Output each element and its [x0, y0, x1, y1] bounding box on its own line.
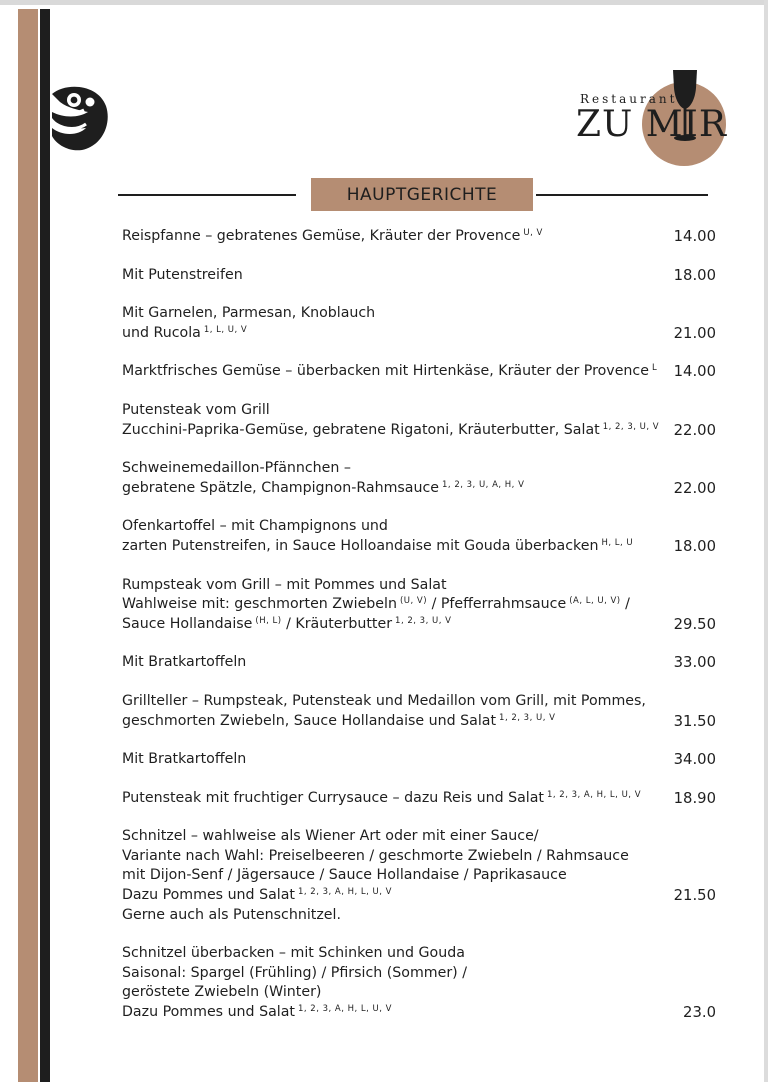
dish-text: Wahlweise mit: geschmorten Zwiebeln	[122, 596, 397, 613]
allergen-codes: 1, 2, 3, A, H, L, U, V	[297, 1004, 392, 1015]
allergen-codes: (A, L, U, V)	[569, 596, 621, 607]
section-title: HAUPTGERICHTE	[311, 178, 533, 211]
dish-text: / Pfefferrahmsauce	[427, 596, 567, 613]
heading-rule-right	[536, 194, 708, 196]
description-line	[122, 983, 652, 1003]
decorative-stripe-tan	[18, 9, 38, 1082]
allergen-codes: 1, 2, 3, A, H, L, U, V	[546, 789, 642, 800]
menu-item-price: 21.50	[673, 887, 716, 905]
decorative-stripe-dark	[40, 9, 50, 1082]
dish-text: Mit Bratkartoffeln	[122, 654, 247, 671]
description-line	[122, 517, 652, 537]
description-line	[122, 692, 652, 712]
allergen-codes: 1, 2, 3, A, H, L, U, V	[297, 887, 392, 898]
menu-item-description	[122, 653, 652, 673]
dish-text: Ofenkartoffel – mit Champignons und	[122, 518, 388, 535]
dish-text: Dazu Pommes und Salat	[122, 887, 295, 904]
menu-item-description	[122, 944, 652, 1022]
allergen-codes: (H, L)	[255, 615, 282, 626]
description-line	[122, 304, 652, 324]
dish-text: Saisonal: Spargel (Frühling) / Pfirsich (Sommer) /	[122, 964, 468, 981]
description-line	[122, 750, 652, 770]
logo-title: ZU MIR	[576, 104, 727, 145]
menu-item	[122, 401, 718, 440]
dish-text: Zucchini-Paprika-Gemüse, gebratene Rigatoni, Kräuterbutter, Salat	[122, 421, 600, 438]
description-line	[122, 459, 652, 479]
menu-item-price: 22.00	[673, 479, 716, 497]
dish-text: zarten Putenstreifen, in Sauce Holloandaise mit Gouda überbacken	[122, 537, 599, 554]
menu-item	[122, 304, 718, 343]
sloth-logo-icon	[48, 84, 110, 152]
heading-rule-left	[118, 194, 296, 196]
description-line	[122, 847, 652, 867]
menu-item-description	[122, 266, 652, 286]
dish-text: Mit Putenstreifen	[122, 266, 243, 283]
description-line	[122, 653, 652, 673]
menu-item-description	[122, 517, 652, 556]
dish-text: Schnitzel – wahlweise als Wiener Art oder mit einer Sauce/	[122, 828, 539, 845]
description-line	[122, 906, 652, 926]
menu-item-price: 14.00	[673, 363, 716, 381]
dish-text: Rumpsteak vom Grill – mit Pommes und Salat	[122, 576, 447, 593]
dish-text: Putensteak vom Grill	[122, 401, 270, 418]
dish-text: Reispfanne – gebratenes Gemüse, Kräuter der Provence	[122, 228, 521, 244]
description-line	[122, 576, 652, 596]
description-line	[122, 227, 652, 247]
dish-text: /	[620, 596, 630, 613]
menu-item-description	[122, 750, 652, 770]
dish-text: und Rucola	[122, 324, 201, 341]
dish-text: Schnitzel überbacken – mit Schinken und Gouda	[122, 945, 465, 962]
dish-text: Schweinemedaillon-Pfännchen –	[122, 460, 352, 477]
menu-item-description	[122, 459, 652, 498]
allergen-codes: 1, 2, 3, U, A, H, V	[442, 479, 525, 490]
menu-item	[122, 362, 718, 382]
menu-item-price: 31.50	[673, 712, 716, 730]
description-line	[122, 362, 658, 382]
logo-subtitle: Restaurant	[580, 92, 678, 106]
dish-text: Variante nach Wahl: Preiselbeeren / geschmorte Zwiebeln / Rahmsauce	[122, 847, 629, 864]
menu-item-price: 14.00	[673, 228, 716, 245]
menu-item-price: 18.00	[673, 537, 716, 555]
menu-item	[122, 789, 718, 809]
menu-item-description	[122, 304, 652, 343]
description-line	[122, 789, 652, 809]
allergen-codes: H, L, U	[601, 537, 634, 548]
dish-text: Grillteller – Rumpsteak, Putensteak und Medaillon vom Grill, mit Pommes,	[122, 692, 646, 709]
description-line	[122, 595, 652, 615]
description-line	[122, 324, 652, 344]
menu-item	[122, 944, 718, 1022]
menu-item	[122, 750, 718, 770]
menu-item	[122, 227, 718, 247]
description-line	[122, 944, 652, 964]
allergen-codes: 1, 2, 3, U, V	[602, 421, 660, 432]
menu-item-price: 29.50	[673, 615, 716, 633]
description-line	[122, 964, 652, 984]
menu-item-description	[122, 362, 658, 382]
page-right-border	[764, 0, 768, 1082]
menu-item-price: 23.0	[683, 1004, 716, 1022]
menu-item	[122, 827, 718, 925]
allergen-codes: U, V	[523, 228, 543, 238]
allergen-codes: 1, 2, 3, U, V	[395, 615, 452, 626]
dish-text: / Kräuterbutter	[281, 615, 393, 632]
dish-text: Dazu Pommes und Salat	[122, 1004, 295, 1021]
menu-item	[122, 266, 718, 286]
dish-text: geschmorten Zwiebeln, Sauce Hollandaise und Salat	[122, 712, 497, 729]
menu-list	[122, 227, 718, 1042]
menu-item	[122, 576, 718, 635]
menu-item-price: 34.00	[673, 751, 716, 769]
menu-item	[122, 459, 718, 498]
menu-item-price: 18.90	[673, 789, 716, 807]
menu-item-price: 33.00	[673, 654, 716, 672]
dish-text: Sauce Hollandaise	[122, 615, 253, 632]
menu-item-description	[122, 576, 652, 635]
description-line	[122, 866, 652, 886]
description-line	[122, 479, 652, 499]
description-line	[122, 827, 652, 847]
allergen-codes: 1, 2, 3, U, V	[499, 712, 556, 723]
menu-item	[122, 692, 718, 731]
menu-item-description	[122, 401, 660, 440]
menu-item	[122, 517, 718, 556]
description-line	[122, 266, 652, 286]
description-line	[122, 712, 652, 732]
dish-text: Putensteak mit fruchtiger Currysauce – dazu Reis und Salat	[122, 789, 544, 806]
description-line	[122, 421, 660, 441]
description-line	[122, 537, 652, 557]
dish-text: Mit Garnelen, Parmesan, Knoblauch	[122, 305, 376, 322]
dish-text: gebratene Spätzle, Champignon-Rahmsauce	[122, 479, 440, 496]
menu-item	[122, 653, 718, 673]
allergen-codes: (U, V)	[399, 596, 428, 607]
dish-text: geröstete Zwiebeln (Winter)	[122, 984, 322, 1001]
menu-item-price: 21.00	[673, 324, 716, 342]
dish-text: Mit Bratkartoffeln	[122, 751, 247, 768]
menu-item-description	[122, 827, 652, 925]
menu-item-description	[122, 227, 652, 247]
menu-item-price: 22.00	[673, 421, 716, 439]
menu-item-description	[122, 789, 652, 809]
dish-text: mit Dijon-Senf / Jägersauce / Sauce Hollandaise / Paprikasauce	[122, 867, 567, 884]
allergen-codes: 1, L, U, V	[203, 324, 248, 335]
description-line	[122, 886, 652, 906]
description-line	[122, 401, 652, 421]
description-line	[122, 1003, 652, 1023]
dish-text: Marktfrisches Gemüse – überbacken mit Hirtenkäse, Kräuter der Provence	[122, 363, 649, 380]
menu-item-price: 18.00	[673, 266, 716, 284]
dish-text: Gerne auch als Putenschnitzel.	[122, 906, 341, 923]
page-top-border	[0, 0, 768, 5]
description-line	[122, 615, 652, 635]
restaurant-logo	[572, 68, 732, 168]
menu-item-description	[122, 692, 652, 731]
allergen-codes: L	[651, 363, 658, 374]
section-header	[118, 178, 708, 212]
